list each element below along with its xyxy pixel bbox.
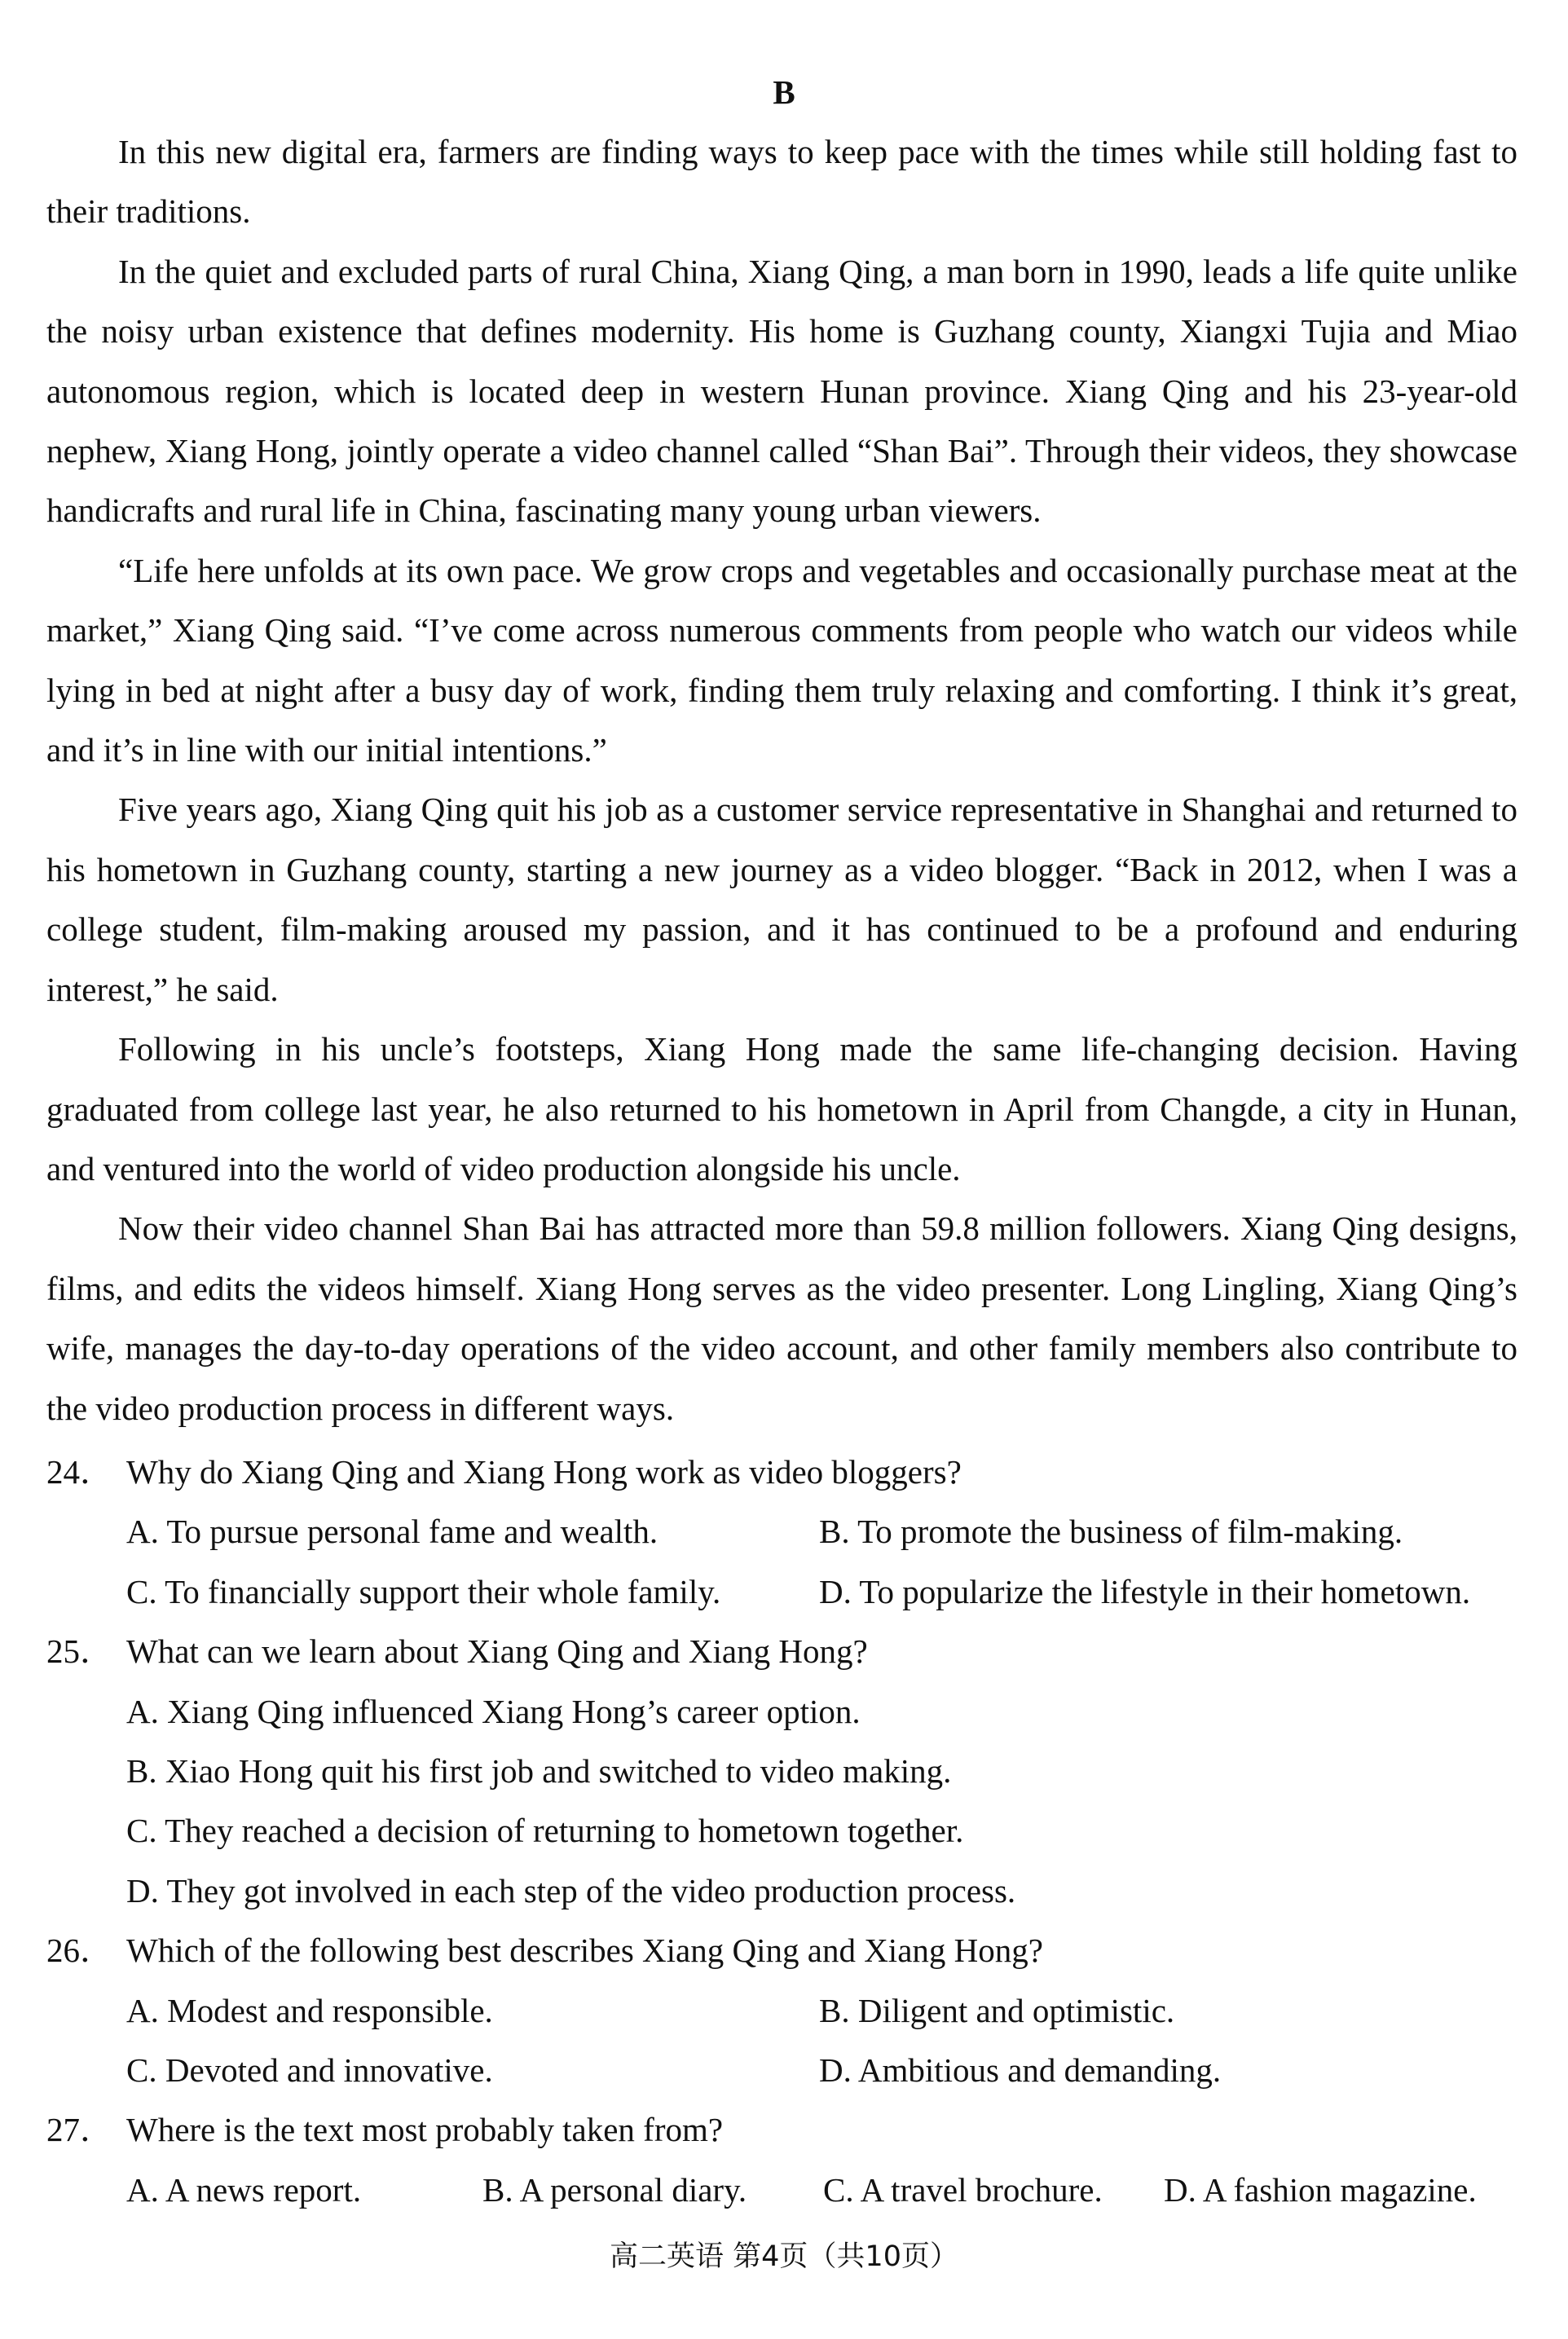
option-row: [126, 2161, 1522, 2220]
option-a[interactable]: A. Xiang Qing influenced Xiang Hong’s career option.: [126, 1692, 861, 1730]
question-stem: [46, 1921, 1522, 1980]
question-25: [46, 1622, 1522, 1921]
section-heading: B: [773, 73, 795, 111]
passage-paragraph: In this new digital era, farmers are finding ways to keep pace with the times while still holding fast to their traditions.: [46, 133, 1517, 231]
question-26: [46, 1921, 1522, 2100]
question-number: 24．: [46, 1453, 113, 1491]
passage-paragraph: Five years ago, Xiang Qing quit his job as a customer service representative in Shanghai and returned to his hometown in Guzhang county, starting a new journey as a video blogger. “Back in 2012, when I was a college student, film-making aroused my passion, and it has continued to be a profound and enduring interest,” he said.: [46, 791, 1517, 1008]
question-options: [46, 1682, 1522, 1922]
question-number: 26．: [46, 1932, 113, 1970]
question-text: Why do Xiang Qing and Xiang Hong work as video bloggers?: [126, 1453, 962, 1491]
option-b[interactable]: B. Xiao Hong quit his first job and switched to video making.: [126, 1752, 952, 1791]
question-stem: [46, 2100, 1522, 2160]
question-options: [46, 1502, 1522, 1622]
option-b[interactable]: B. To promote the business of film-making.: [819, 1513, 1403, 1551]
question-number: 25．: [46, 1632, 113, 1671]
question-list: [46, 1443, 1522, 2220]
passage-paragraph: In the quiet and excluded parts of rural China, Xiang Qing, a man born in 1990, leads a life quite unlike the noisy urban existence that defines modernity. His home is Guzhang county, Xiangxi Tujia and Miao autonomous region, which is located deep in western Hunan province. Xiang Qing and his 23-year-old nephew, Xiang Hong, jointly operate a video channel called “Shan Bai”. Through their videos, they showcase handicrafts and rural life in China, fascinating many young urban viewers.: [46, 252, 1517, 530]
option-d[interactable]: D. Ambitious and demanding.: [819, 2051, 1222, 2090]
option-a[interactable]: A. Modest and responsible.: [126, 1991, 493, 2029]
question-number: 27．: [46, 2111, 113, 2149]
passage-paragraph: Now their video channel Shan Bai has attracted more than 59.8 million followers. Xiang Qing designs, films, and edits the videos himself. Xiang Hong serves as the video presenter. Long Lingling, Xiang Qing’s wife, manages the day-to-day operations of the video account, and other family members also contribute to the video production process in different ways.: [46, 1209, 1517, 1427]
reading-passage: [46, 122, 1517, 1438]
option-d[interactable]: D. A fashion magazine.: [1164, 2170, 1477, 2209]
question-text: What can we learn about Xiang Qing and Xiang Hong?: [126, 1632, 868, 1671]
option-d[interactable]: D. To popularize the lifestyle in their hometown.: [819, 1572, 1471, 1610]
option-c[interactable]: C. Devoted and innovative.: [126, 2051, 493, 2090]
option-row: [126, 1981, 1522, 2041]
page-footer: 高二英语 第4页（共10页）: [610, 2240, 958, 2273]
question-options: [46, 2161, 1522, 2220]
option-row: [126, 1562, 1522, 1622]
question-options: [46, 1981, 1522, 2101]
option-d[interactable]: D. They got involved in each step of the video production process.: [126, 1871, 1016, 1910]
question-stem: [46, 1443, 1522, 1502]
option-row: [126, 2041, 1522, 2100]
passage-paragraph: Following in his uncle’s footsteps, Xiang Hong made the same life-changing decision. Having graduated from college last year, he also returned to his hometown in April from Changde, a city in Hunan, and ventured into the world of video production alongside his uncle.: [46, 1030, 1517, 1187]
option-a[interactable]: A. To pursue personal fame and wealth.: [126, 1513, 658, 1551]
option-a[interactable]: A. A news report.: [126, 2170, 362, 2209]
passage-paragraph: “Life here unfolds at its own pace. We grow crops and vegetables and occasionally purchase meat at the market,” Xiang Qing said. “I’ve come across numerous comments from people who watch our videos while lying in bed at night after a busy day of work, finding them truly relaxing and comforting. I think it’s great, and it’s in line with our initial intentions.”: [46, 551, 1517, 769]
option-b[interactable]: B. A personal diary.: [482, 2170, 747, 2209]
option-c[interactable]: C. To financially support their whole family.: [126, 1572, 721, 1610]
question-24: [46, 1443, 1522, 1622]
question-text: Where is the text most probably taken from?: [126, 2111, 724, 2149]
question-stem: [46, 1622, 1522, 1681]
option-c[interactable]: C. They reached a decision of returning to hometown together.: [126, 1812, 964, 1850]
question-text: Which of the following best describes Xiang Qing and Xiang Hong?: [126, 1932, 1043, 1970]
question-27: [46, 2100, 1522, 2220]
option-c[interactable]: C. A travel brochure.: [823, 2170, 1103, 2209]
option-row: [126, 1502, 1522, 1562]
option-b[interactable]: B. Diligent and optimistic.: [819, 1991, 1175, 2029]
